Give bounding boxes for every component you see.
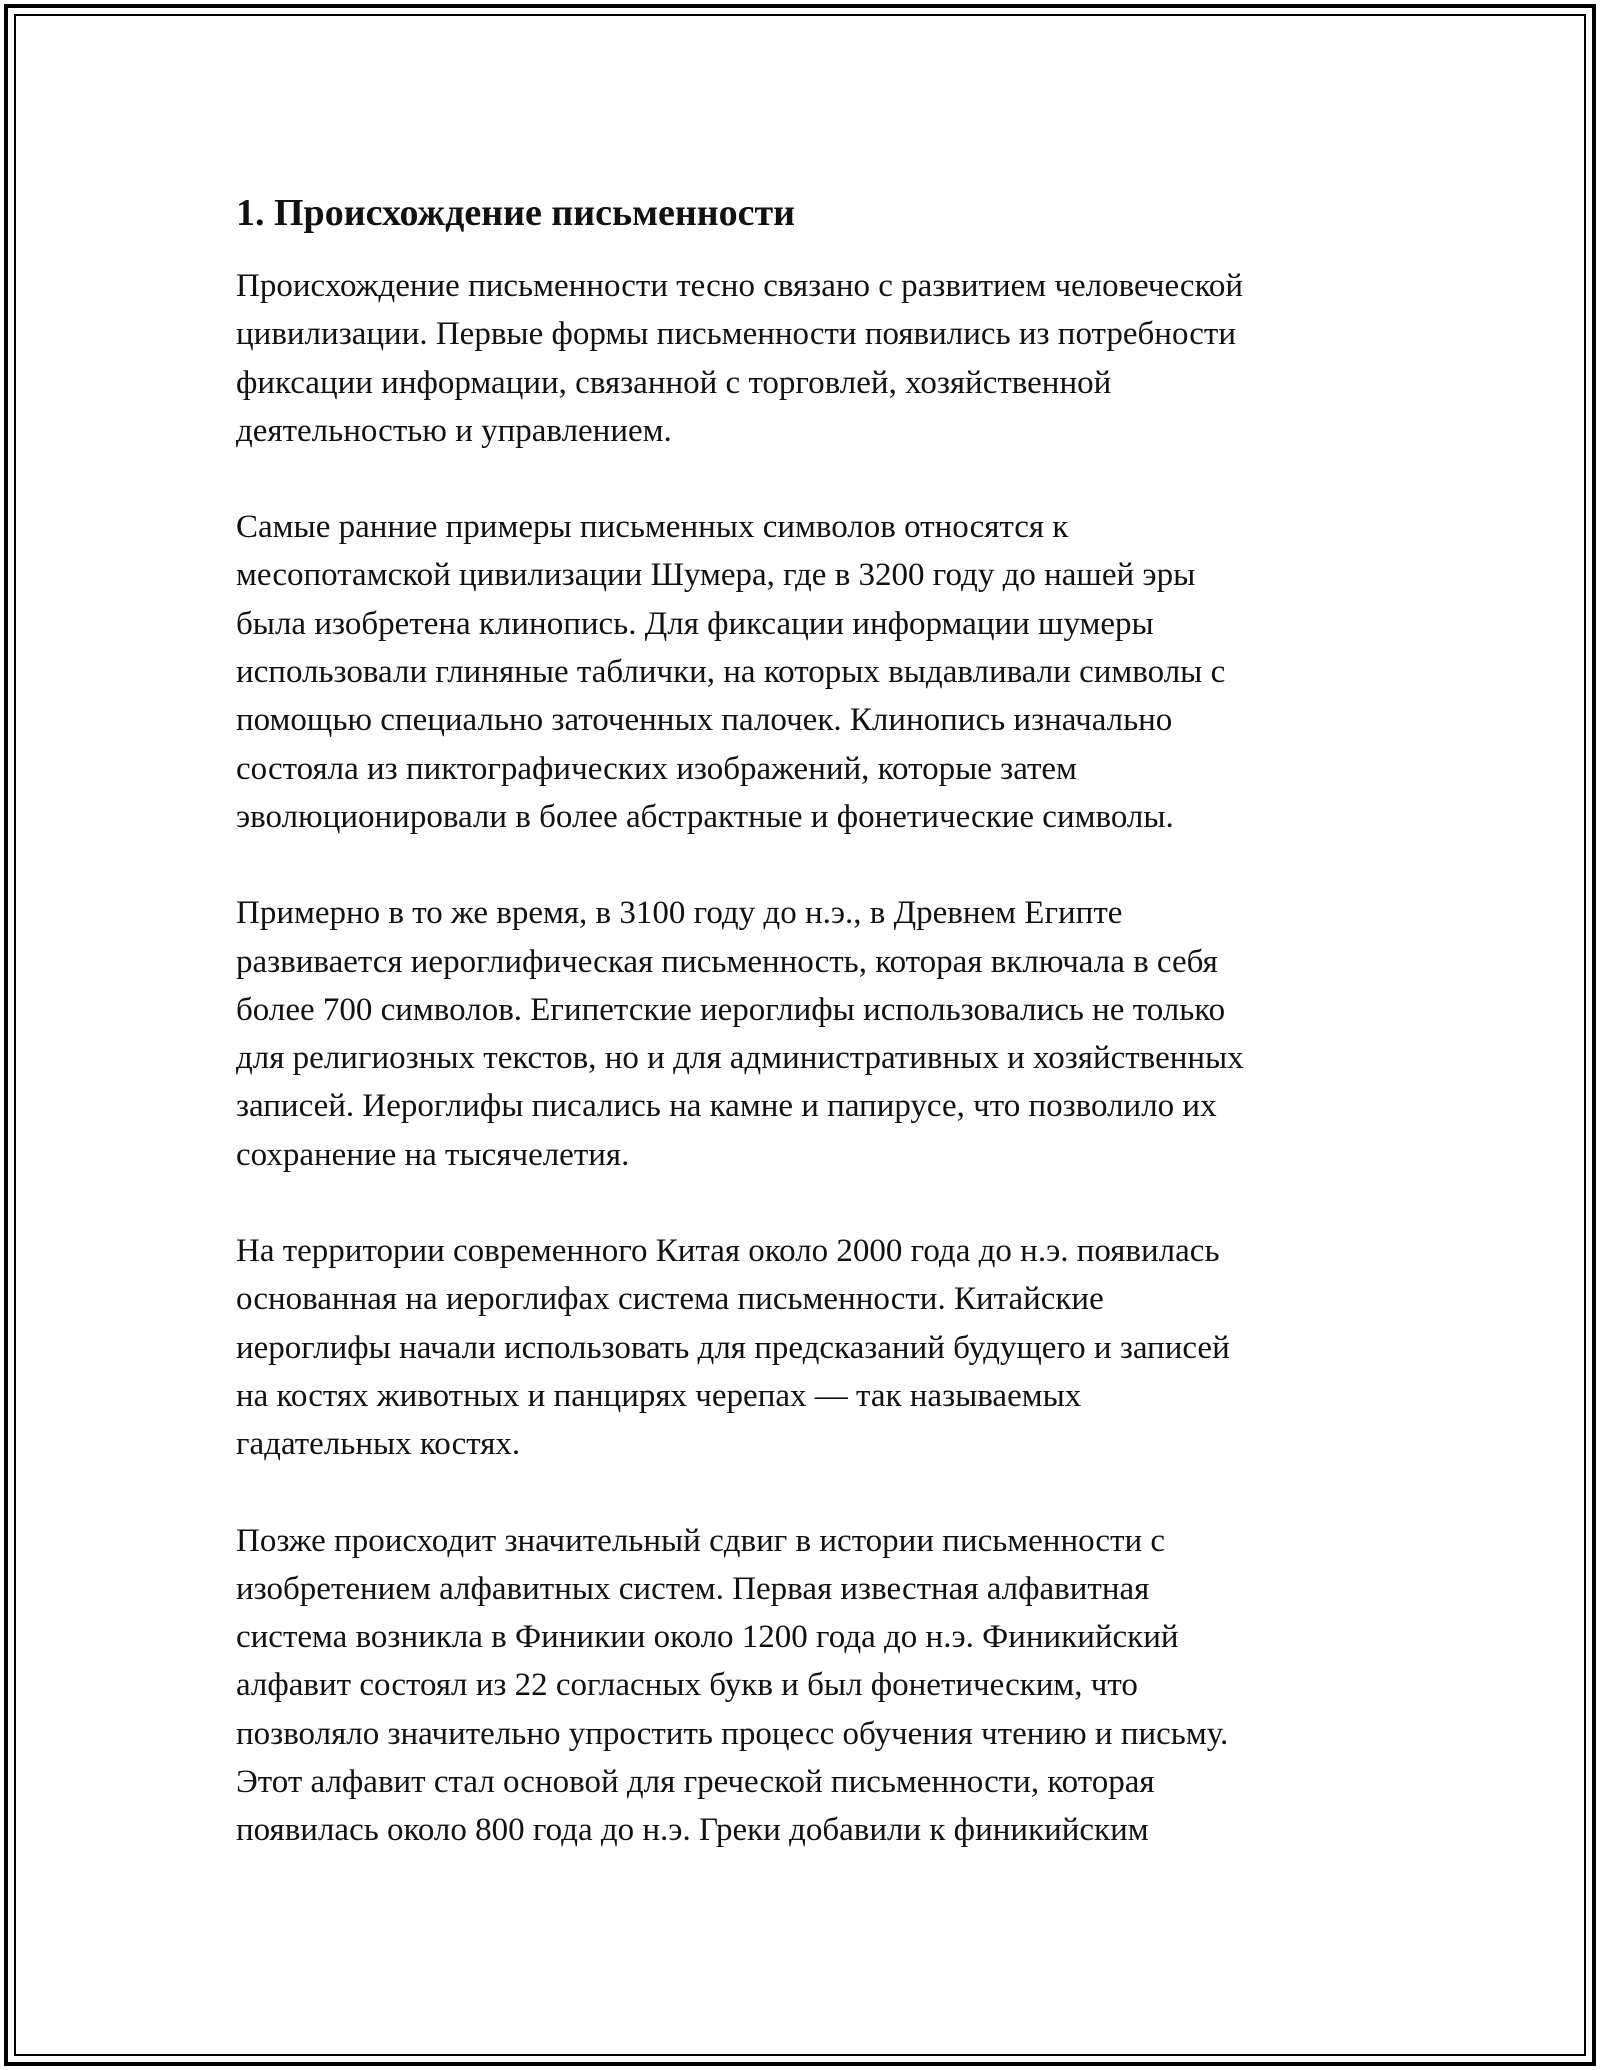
- text-line: На территории современного Китая около 2000 года до н.э. появилась: [236, 1233, 1220, 1270]
- text-line: записей. Иероглифы писались на камне и папирусе, что позволило их: [236, 1088, 1217, 1125]
- text-line: Примерно в то же время, в 3100 году до н.э., в Древнем Египте: [236, 895, 1123, 932]
- text-line: гадательных костях.: [236, 1426, 521, 1463]
- paragraph-3: [236, 889, 1386, 1179]
- text-line: изобретением алфавитных систем. Первая известная алфавитная: [236, 1570, 1150, 1607]
- text-line: более 700 символов. Египетские иероглифы использовались не только: [236, 991, 1226, 1028]
- text-line: развивается иероглифическая письменность, которая включала в себя: [236, 943, 1218, 980]
- text-line: основанная на иероглифах система письменности. Китайские: [236, 1281, 1104, 1318]
- section-heading: 1. Происхождение письменности: [236, 192, 796, 234]
- text-line: иероглифы начали использовать для предсказаний будущего и записей: [236, 1329, 1230, 1366]
- text-line: цивилизации. Первые формы письменности появились из потребности: [236, 316, 1237, 353]
- paragraph-1: [236, 262, 1386, 455]
- text-line: сохранение на тысячелетия.: [236, 1136, 630, 1173]
- document-body: [236, 183, 1386, 1903]
- paragraph-4: [236, 1227, 1386, 1468]
- text-line: Позже происходит значительный сдвиг в истории письменности с: [236, 1522, 1166, 1559]
- text-line: появилась около 800 года до н.э. Греки добавили к финикийским: [236, 1812, 1149, 1849]
- text-line: помощью специально заточенных палочек. Клинопись изначально: [236, 702, 1173, 739]
- text-line: использовали глиняные таблички, на которых выдавливали символы с: [236, 654, 1226, 691]
- text-line: месопотамской цивилизации Шумера, где в 3200 году до нашей эры: [236, 557, 1196, 594]
- text-line: на костях животных и панцирях черепах — так называемых: [236, 1377, 1082, 1414]
- text-line: Самые ранние примеры письменных символов относятся к: [236, 509, 1069, 546]
- text-line: фиксации информации, связанной с торговлей, хозяйственной: [236, 364, 1112, 401]
- text-line: эволюционировали в более абстрактные и фонетические символы.: [236, 798, 1174, 835]
- text-line: позволяло значительно упростить процесс обучения чтению и письму.: [236, 1715, 1229, 1752]
- text-line: для религиозных текстов, но и для административных и хозяйственных: [236, 1040, 1244, 1077]
- text-line: алфавит состоял из 22 согласных букв и был фонетическим, что: [236, 1667, 1138, 1704]
- text-line: Происхождение письменности тесно связано с развитием человеческой: [236, 268, 1244, 304]
- text-line: состояла из пиктографических изображений, которые затем: [236, 750, 1077, 787]
- text-line: была изобретена клинопись. Для фиксации информации шумеры: [236, 605, 1154, 642]
- paragraph-5: [236, 1517, 1386, 1855]
- text-line: Этот алфавит стал основой для греческой письменности, которая: [236, 1764, 1155, 1801]
- paragraph-2: [236, 503, 1386, 841]
- text-line: система возникла в Финикии около 1200 года до н.э. Финикийский: [236, 1619, 1179, 1656]
- text-line: деятельностью и управлением.: [236, 412, 672, 449]
